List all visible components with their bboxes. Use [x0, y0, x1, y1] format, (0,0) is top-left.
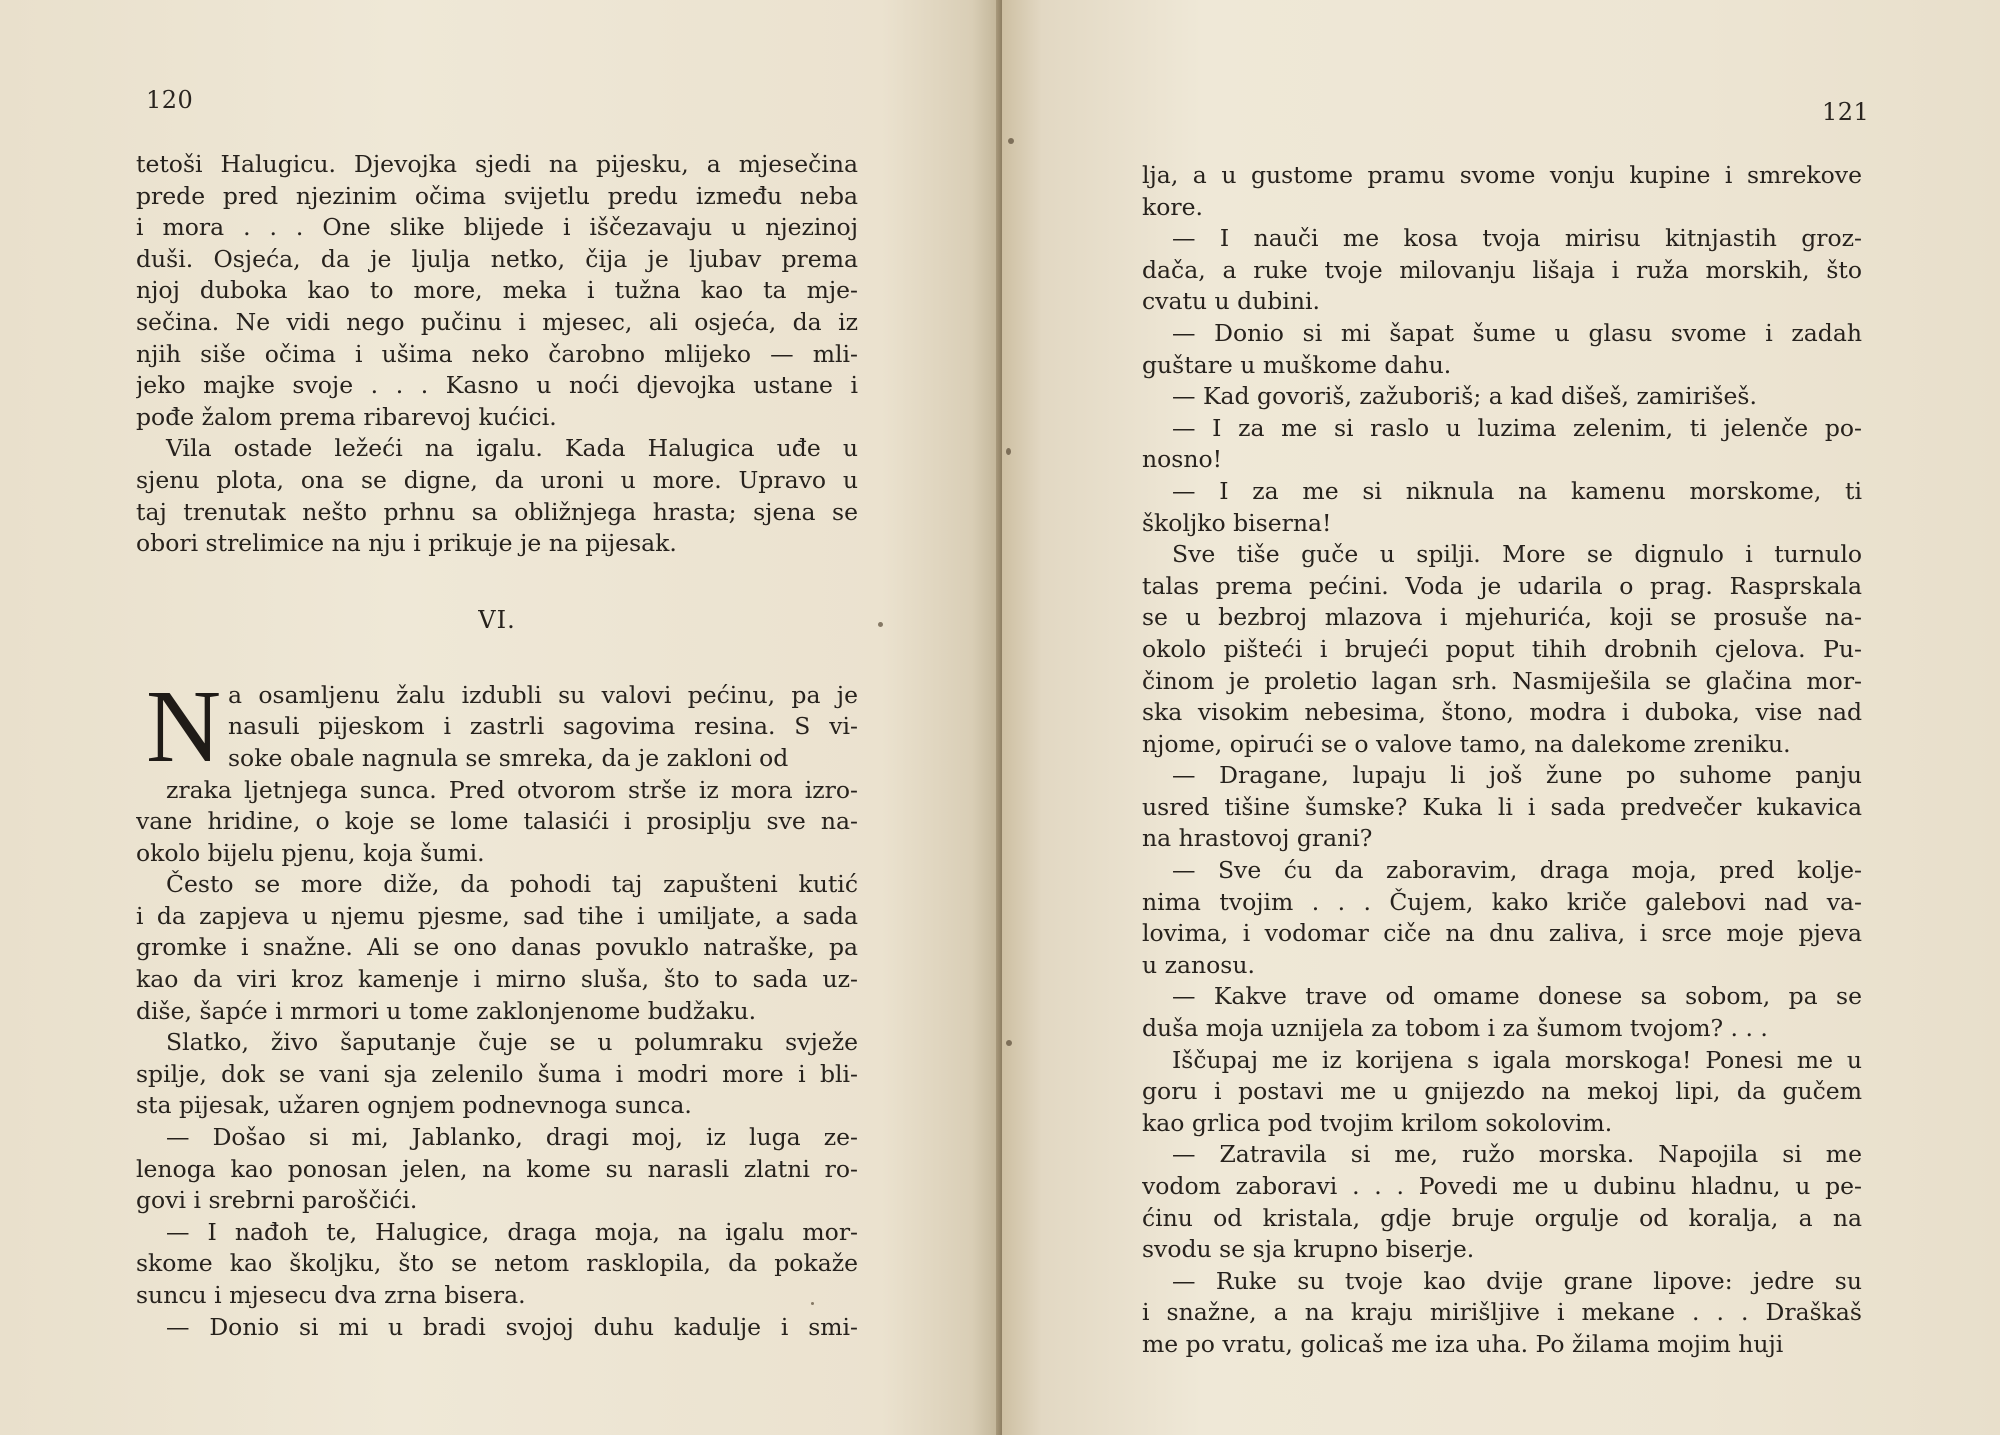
text-line: okolo bijelu pjenu, koja šumi. [136, 838, 485, 867]
left-paragraphs-before [136, 149, 858, 560]
text-line: lenoga kao ponosan jelen, na kome su narasli zlatni ro- [136, 1154, 858, 1183]
text-line: kore. [1142, 192, 1203, 221]
text-line: Vila ostade ležeći na igalu. Kada Halugica uđe u [166, 434, 858, 463]
text-line: cvatu u dubini. [1142, 287, 1320, 316]
text-line: lovima, i vodomar ciče na dnu zaliva, i srce moje pjeva [1142, 919, 1862, 948]
text-line: njome, opirući se o valove tamo, na dalekome zreniku. [1142, 729, 1791, 758]
text-line: gromke i snažne. Ali se ono danas povuklo natraške, pa [136, 933, 858, 962]
text-line: Slatko, živo šaputanje čuje se u polumraku svježe [166, 1028, 858, 1057]
right-paragraphs [1142, 160, 1862, 1361]
text-line: diše, šapće i mrmori u tome zaklonjenome budžaku. [136, 996, 757, 1025]
text-line: — Zatravila si me, ružo morska. Napojila si me [1172, 1140, 1862, 1169]
text-line: spilje, dok se vani sja zelenilo šuma i modri more i bli- [136, 1059, 858, 1088]
text-line: sjenu plota, ona se digne, da uroni u more. Upravo u [136, 465, 858, 494]
text-line: činom je proletio lagan srh. Nasmiješila se glačina mor- [1142, 666, 1862, 695]
text-line: se u bezbroj mlazova i mjehurića, koji se prosuše na- [1142, 603, 1862, 632]
text-line: ćinu od kristala, gdje bruje orgulje od koralja, a na [1142, 1203, 1862, 1232]
text-line: — Ruke su tvoje kao dvije grane lipove: jedre su [1172, 1266, 1862, 1295]
page-number-left: 120 [146, 86, 194, 114]
right-page-text [1142, 160, 1862, 1361]
text-line: — I za me si niknula na kamenu morskome, ti [1172, 476, 1862, 505]
text-line: taj trenutak nešto prhnu sa obližnjega hrasta; sjena se [136, 497, 858, 526]
text-line: duši. Osjeća, da je ljulja netko, čija je ljubav prema [136, 244, 858, 273]
text-line: školjko biserna! [1142, 508, 1332, 537]
text-line: na hrastovoj grani? [1142, 824, 1373, 853]
text-line: Sve tiše guče u spilji. More se dignulo i turnulo [1172, 540, 1862, 569]
text-line: ska visokim nebesima, štono, modra i duboka, vise nad [1142, 698, 1862, 727]
text-line: — I nađoh te, Halugice, draga moja, na igalu mor- [166, 1217, 858, 1246]
text-line: talas prema pećini. Voda je udarila o prag. Rasprskala [1142, 571, 1862, 600]
drop-cap-lines [136, 668, 858, 784]
text-line: dača, a ruke tvoje milovanju lišaja i ruža morskih, što [1142, 255, 1862, 284]
text-line: nosno! [1142, 445, 1223, 474]
text-line: a osamljenu žalu izdubli su valovi pećinu, pa je [228, 680, 858, 709]
text-line: u zanosu. [1142, 950, 1255, 979]
text-line: nasuli pijeskom i zastrli sagovima resina. S vi- [228, 712, 858, 741]
drop-cap: N [146, 668, 222, 784]
text-line: i mora . . . One slike blijede i iščezavaju u njezinoj [136, 213, 858, 242]
text-line: — Donio si mi u bradi svojoj duhu kadulje i smi- [166, 1312, 858, 1341]
text-line: Često se more diže, da pohodi taj zapušteni kutić [166, 870, 858, 899]
text-line: sta pijesak, užaren ognjem podnevnoga sunca. [136, 1091, 692, 1120]
text-line: zraka ljetnjega sunca. Pred otvorom strše iz mora izro- [166, 775, 858, 804]
text-line: Iščupaj me iz korijena s igala morskoga! Ponesi me u [1172, 1045, 1862, 1074]
text-line: usred tišine šumske? Kuka li i sada predvečer kukavica [1142, 792, 1862, 821]
page-number-right: 121 [1822, 98, 1870, 126]
chapter-heading: VI. [478, 605, 516, 634]
text-line: — Kakve trave od omame donese sa sobom, pa se [1172, 982, 1862, 1011]
text-line: guštare u muškome dahu. [1142, 350, 1452, 379]
text-line: — Sve ću da zaboravim, draga moja, pred kolje- [1172, 856, 1862, 885]
text-line: duša moja uznijela za tobom i za šumom tvojom? . . . [1142, 1014, 1768, 1043]
text-line: goru i postavi me u gnijezdo na mekoj lipi, da gučem [1142, 1077, 1862, 1106]
text-line: okolo pišteći i brujeći poput tihih drobnih cjelova. Pu- [1142, 634, 1862, 663]
print-speck [1008, 138, 1014, 144]
text-line: — I za me si raslo u luzima zelenim, ti jelenče po- [1172, 413, 1862, 442]
print-speck [1006, 1040, 1012, 1046]
print-speck [811, 1302, 814, 1305]
text-line: tetoši Halugicu. Djevojka sjedi na pijesku, a mjesečina [136, 150, 858, 178]
text-line: — Došao si mi, Jablanko, dragi moj, iz luga ze- [166, 1123, 858, 1152]
chapter-opening [136, 668, 858, 784]
text-line: — Kad govoriš, zažuboriš; a kad dišeš, zamirišeš. [1172, 382, 1757, 411]
text-line: sečina. Ne vidi nego pučinu i mjesec, ali osjeća, da iz [136, 307, 858, 336]
text-line: — I nauči me kosa tvoja mirisu kitnjastih groz- [1172, 224, 1862, 253]
text-line: kao da viri kroz kamenje i mirno sluša, što to sada uz- [136, 965, 858, 994]
left-page-text [136, 149, 858, 1343]
text-line: — Dragane, lupaju li još žune po suhome panju [1172, 761, 1862, 790]
text-line: i snažne, a na kraju mirišljive i mekane . . . Draškaš [1142, 1298, 1862, 1327]
text-line: suncu i mjesecu dva zrna bisera. [136, 1281, 526, 1309]
text-line: vodom zaboravi . . . Povedi me u dubinu hladnu, u pe- [1142, 1172, 1862, 1200]
text-line: njih siše očima i ušima neko čarobno mlijeko — mli- [136, 339, 858, 368]
text-line: svodu se sja krupno biserje. [1142, 1235, 1475, 1264]
text-line: skome kao školjku, što se netom rasklopila, da pokaže [136, 1249, 858, 1278]
text-line: vane hridine, o koje se lome talasići i prosiplju sve na- [136, 807, 858, 836]
text-line: me po vratu, golicaš me iza uha. Po žilama mojim huji [1142, 1329, 1784, 1358]
left-paragraphs-after [136, 775, 858, 1344]
text-line: kao grlica pod tvojim krilom sokolovim. [1142, 1108, 1613, 1137]
text-line: nima tvojim . . . Čujem, kako kriče galebovi nad va- [1142, 887, 1862, 916]
text-line: i da zapjeva u njemu pjesme, sad tihe i umiljate, a sada [136, 901, 858, 930]
text-line: soke obale nagnula se smreka, da je zakloni od [228, 743, 789, 772]
text-line: govi i srebrni paroščići. [136, 1186, 418, 1215]
print-speck [1006, 448, 1011, 455]
text-line: prede pred njezinim očima svijetlu predu između neba [136, 181, 858, 210]
text-line: jeko majke svoje . . . Kasno u noći djevojka ustane i [136, 371, 858, 400]
text-line: — Donio si mi šapat šume u glasu svome i zadah [1172, 318, 1862, 347]
right-page [1002, 0, 2000, 1435]
text-line: pođe žalom prema ribarevoj kućici. [136, 402, 557, 431]
text-line: njoj duboka kao to more, meka i tužna kao ta mje- [136, 276, 858, 305]
text-line: lja, a u gustome pramu svome vonju kupine i smrekove [1142, 161, 1862, 189]
text-line: obori strelimice na nju i prikuje je na pijesak. [136, 529, 677, 558]
print-speck [878, 622, 883, 627]
